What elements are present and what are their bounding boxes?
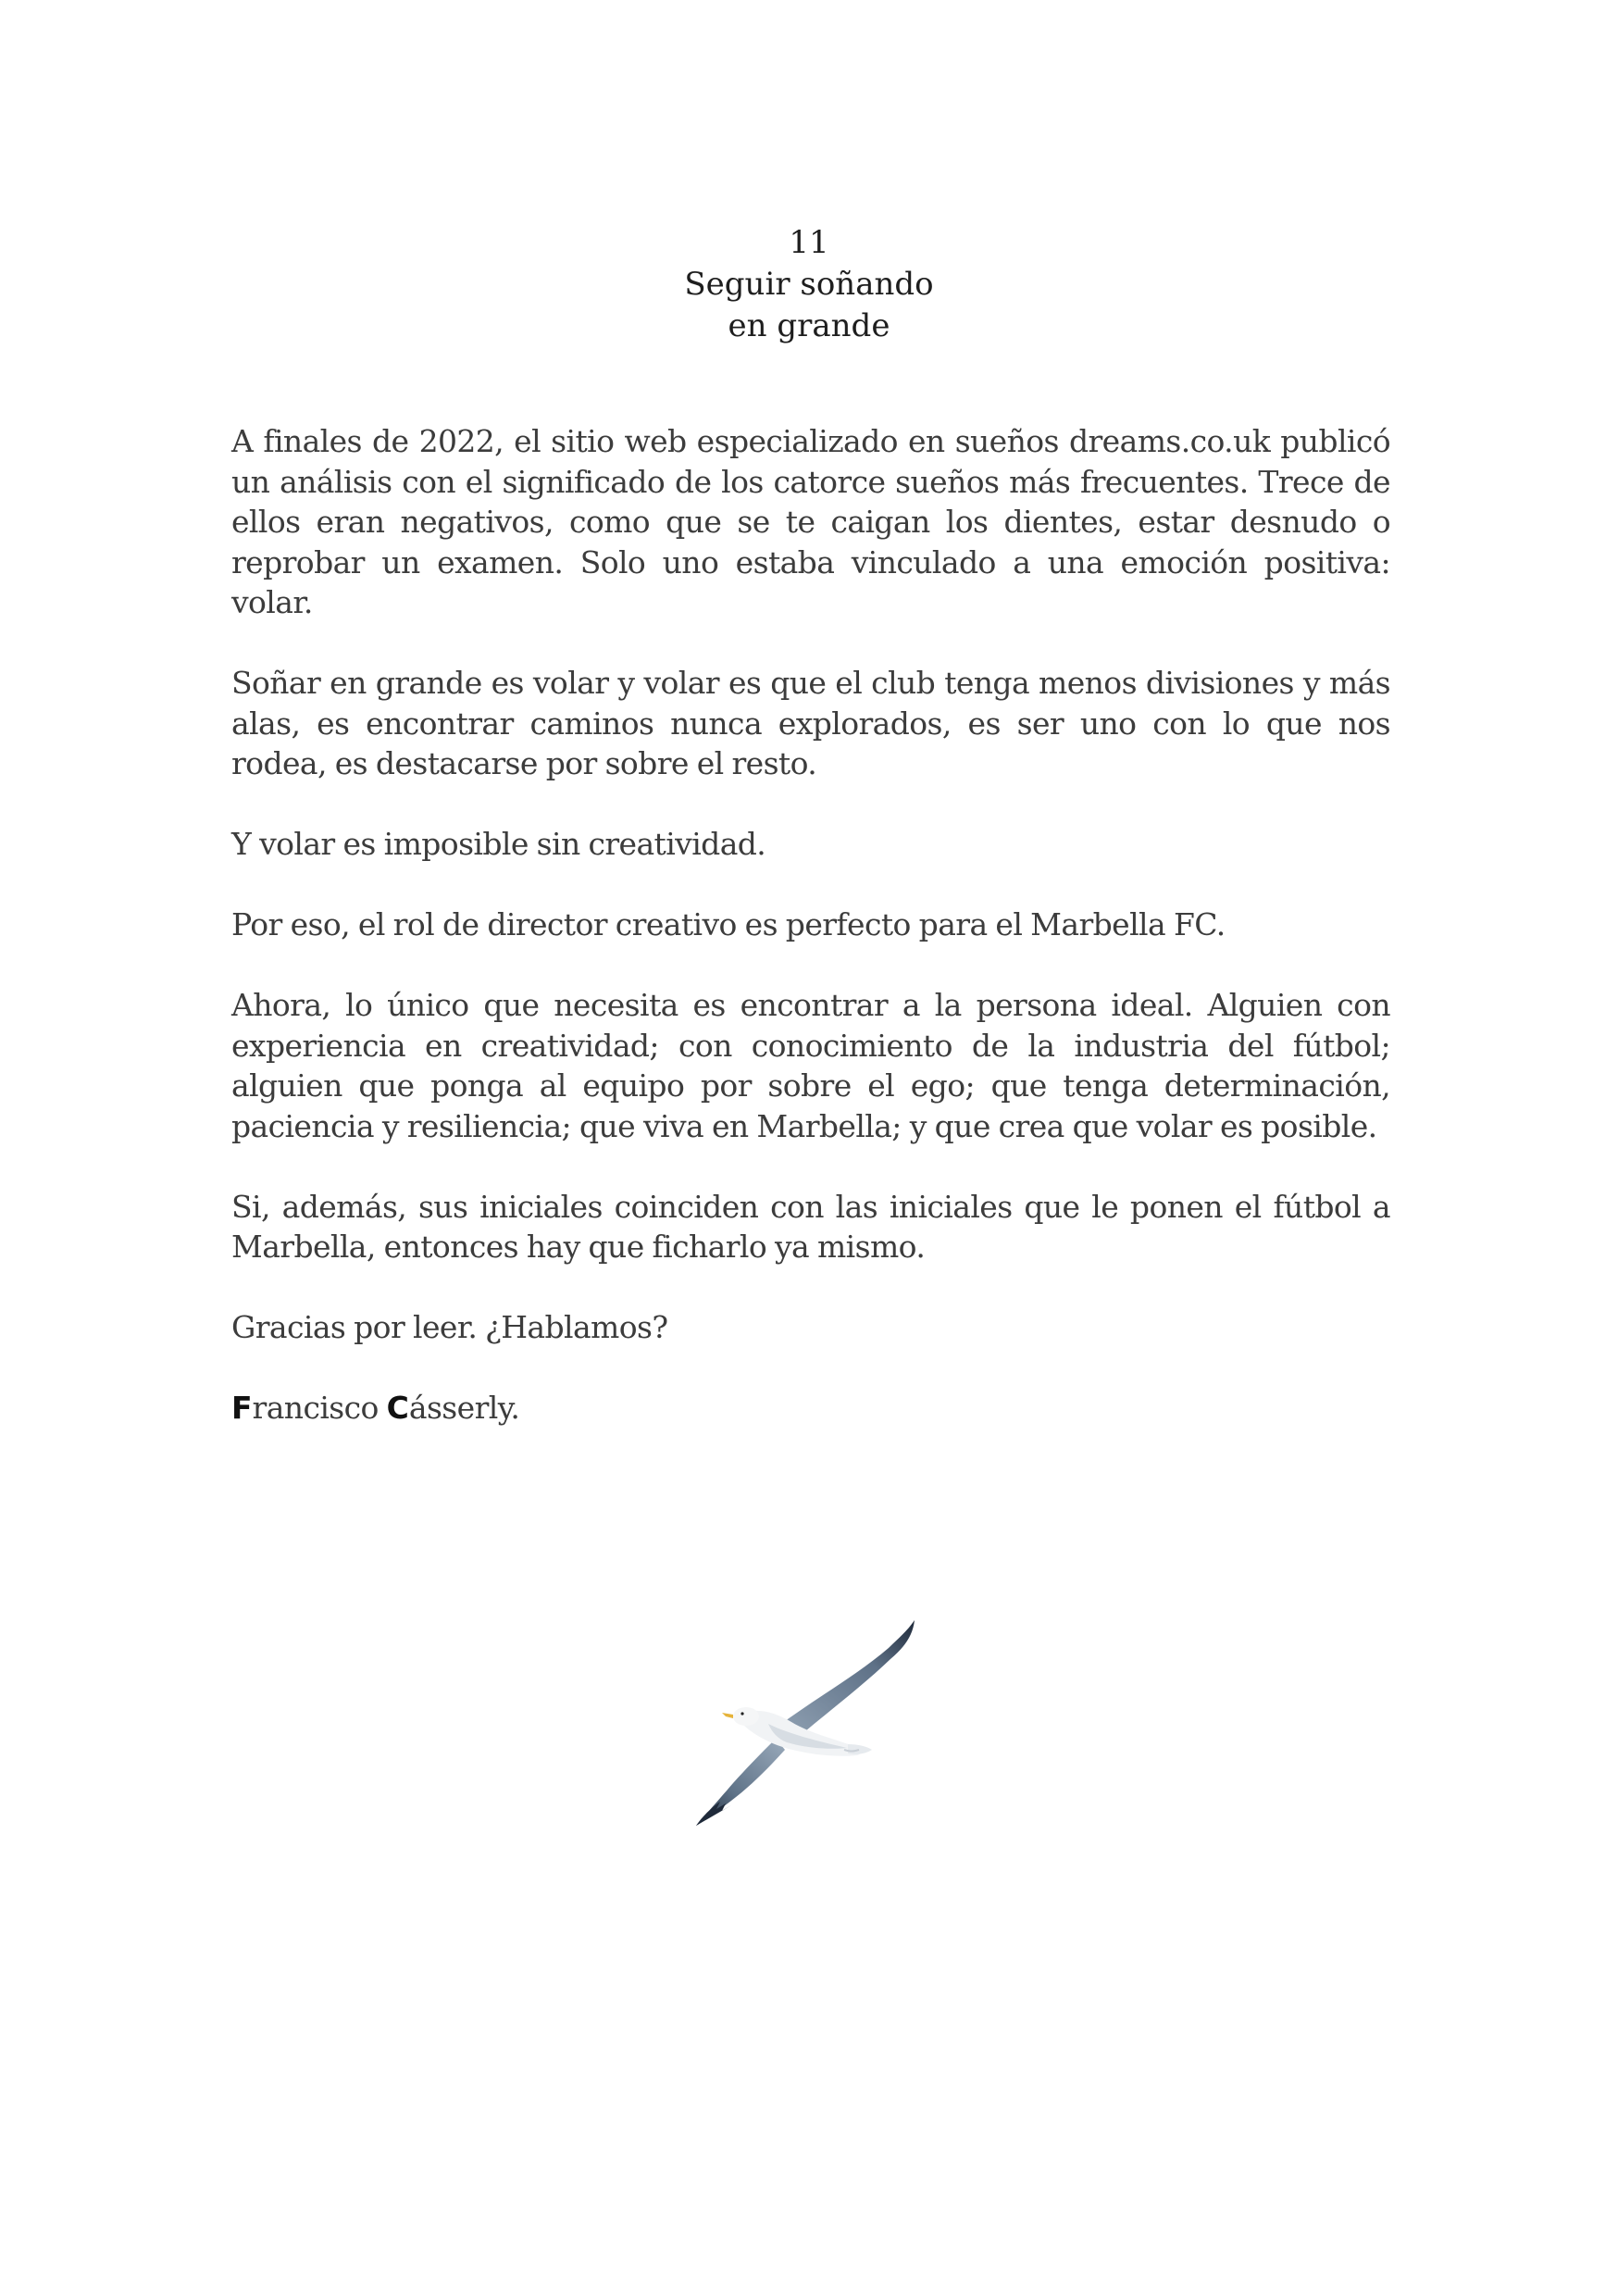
chapter-title-line-2: en grande: [728, 307, 890, 344]
signature-last-initial: C: [386, 1390, 409, 1426]
paragraph-creatividad: Y volar es imposible sin creatividad.: [231, 826, 766, 862]
seagull-icon: [676, 1611, 944, 1833]
signature-first-initial: F: [231, 1390, 253, 1426]
paragraph-persona-ideal: Ahora, lo único que necesita es encontrar a la persona ideal. Alguien con experiencia en creatividad; con conocimiento de la industria del fútbol; alguien que ponga al equipo por sobre el ego; que tenga determinación, paciencia y resiliencia; que viva en Marbella; y que crea que volar es posible.: [231, 987, 1390, 1144]
signature-first-rest: rancisco: [252, 1390, 387, 1426]
signature: [231, 1388, 1390, 1429]
paragraph-dreams: A finales de 2022, el sitio web especializado en sueños dreams.co.uk publicó un análisis con el significado de los catorce sueños más frecuentes. Trece de ellos eran negativos, como que se te caigan los dientes, estar desnudo o reprobar un examen. Solo uno estaba vinculado a una emoción positiva: volar.: [231, 423, 1390, 620]
chapter-body: [231, 421, 1390, 1468]
seagull-illustration: [676, 1611, 944, 1833]
chapter-number: 11: [789, 224, 829, 261]
chapter-title-line-1: Seguir soñando: [684, 266, 934, 303]
paragraph-gracias: Gracias por leer. ¿Hablamos?: [231, 1309, 668, 1345]
paragraph-director-creativo: Por eso, el rol de director creativo es perfecto para el Marbella FC.: [231, 906, 1226, 942]
paragraph-iniciales: Si, además, sus iniciales coinciden con las iniciales que le ponen el fútbol a Marbella, entonces hay que ficharlo ya mismo.: [231, 1188, 1390, 1265]
signature-last-rest: ásserly.: [408, 1390, 520, 1426]
paragraph-sonar-en-grande: Soñar en grande es volar y volar es que el club tenga menos divisiones y más alas, es encontrar caminos nunca explorados, es ser uno con lo que nos rodea, es destacarse por sobre el resto.: [231, 665, 1390, 781]
chapter-heading: [0, 222, 1618, 347]
